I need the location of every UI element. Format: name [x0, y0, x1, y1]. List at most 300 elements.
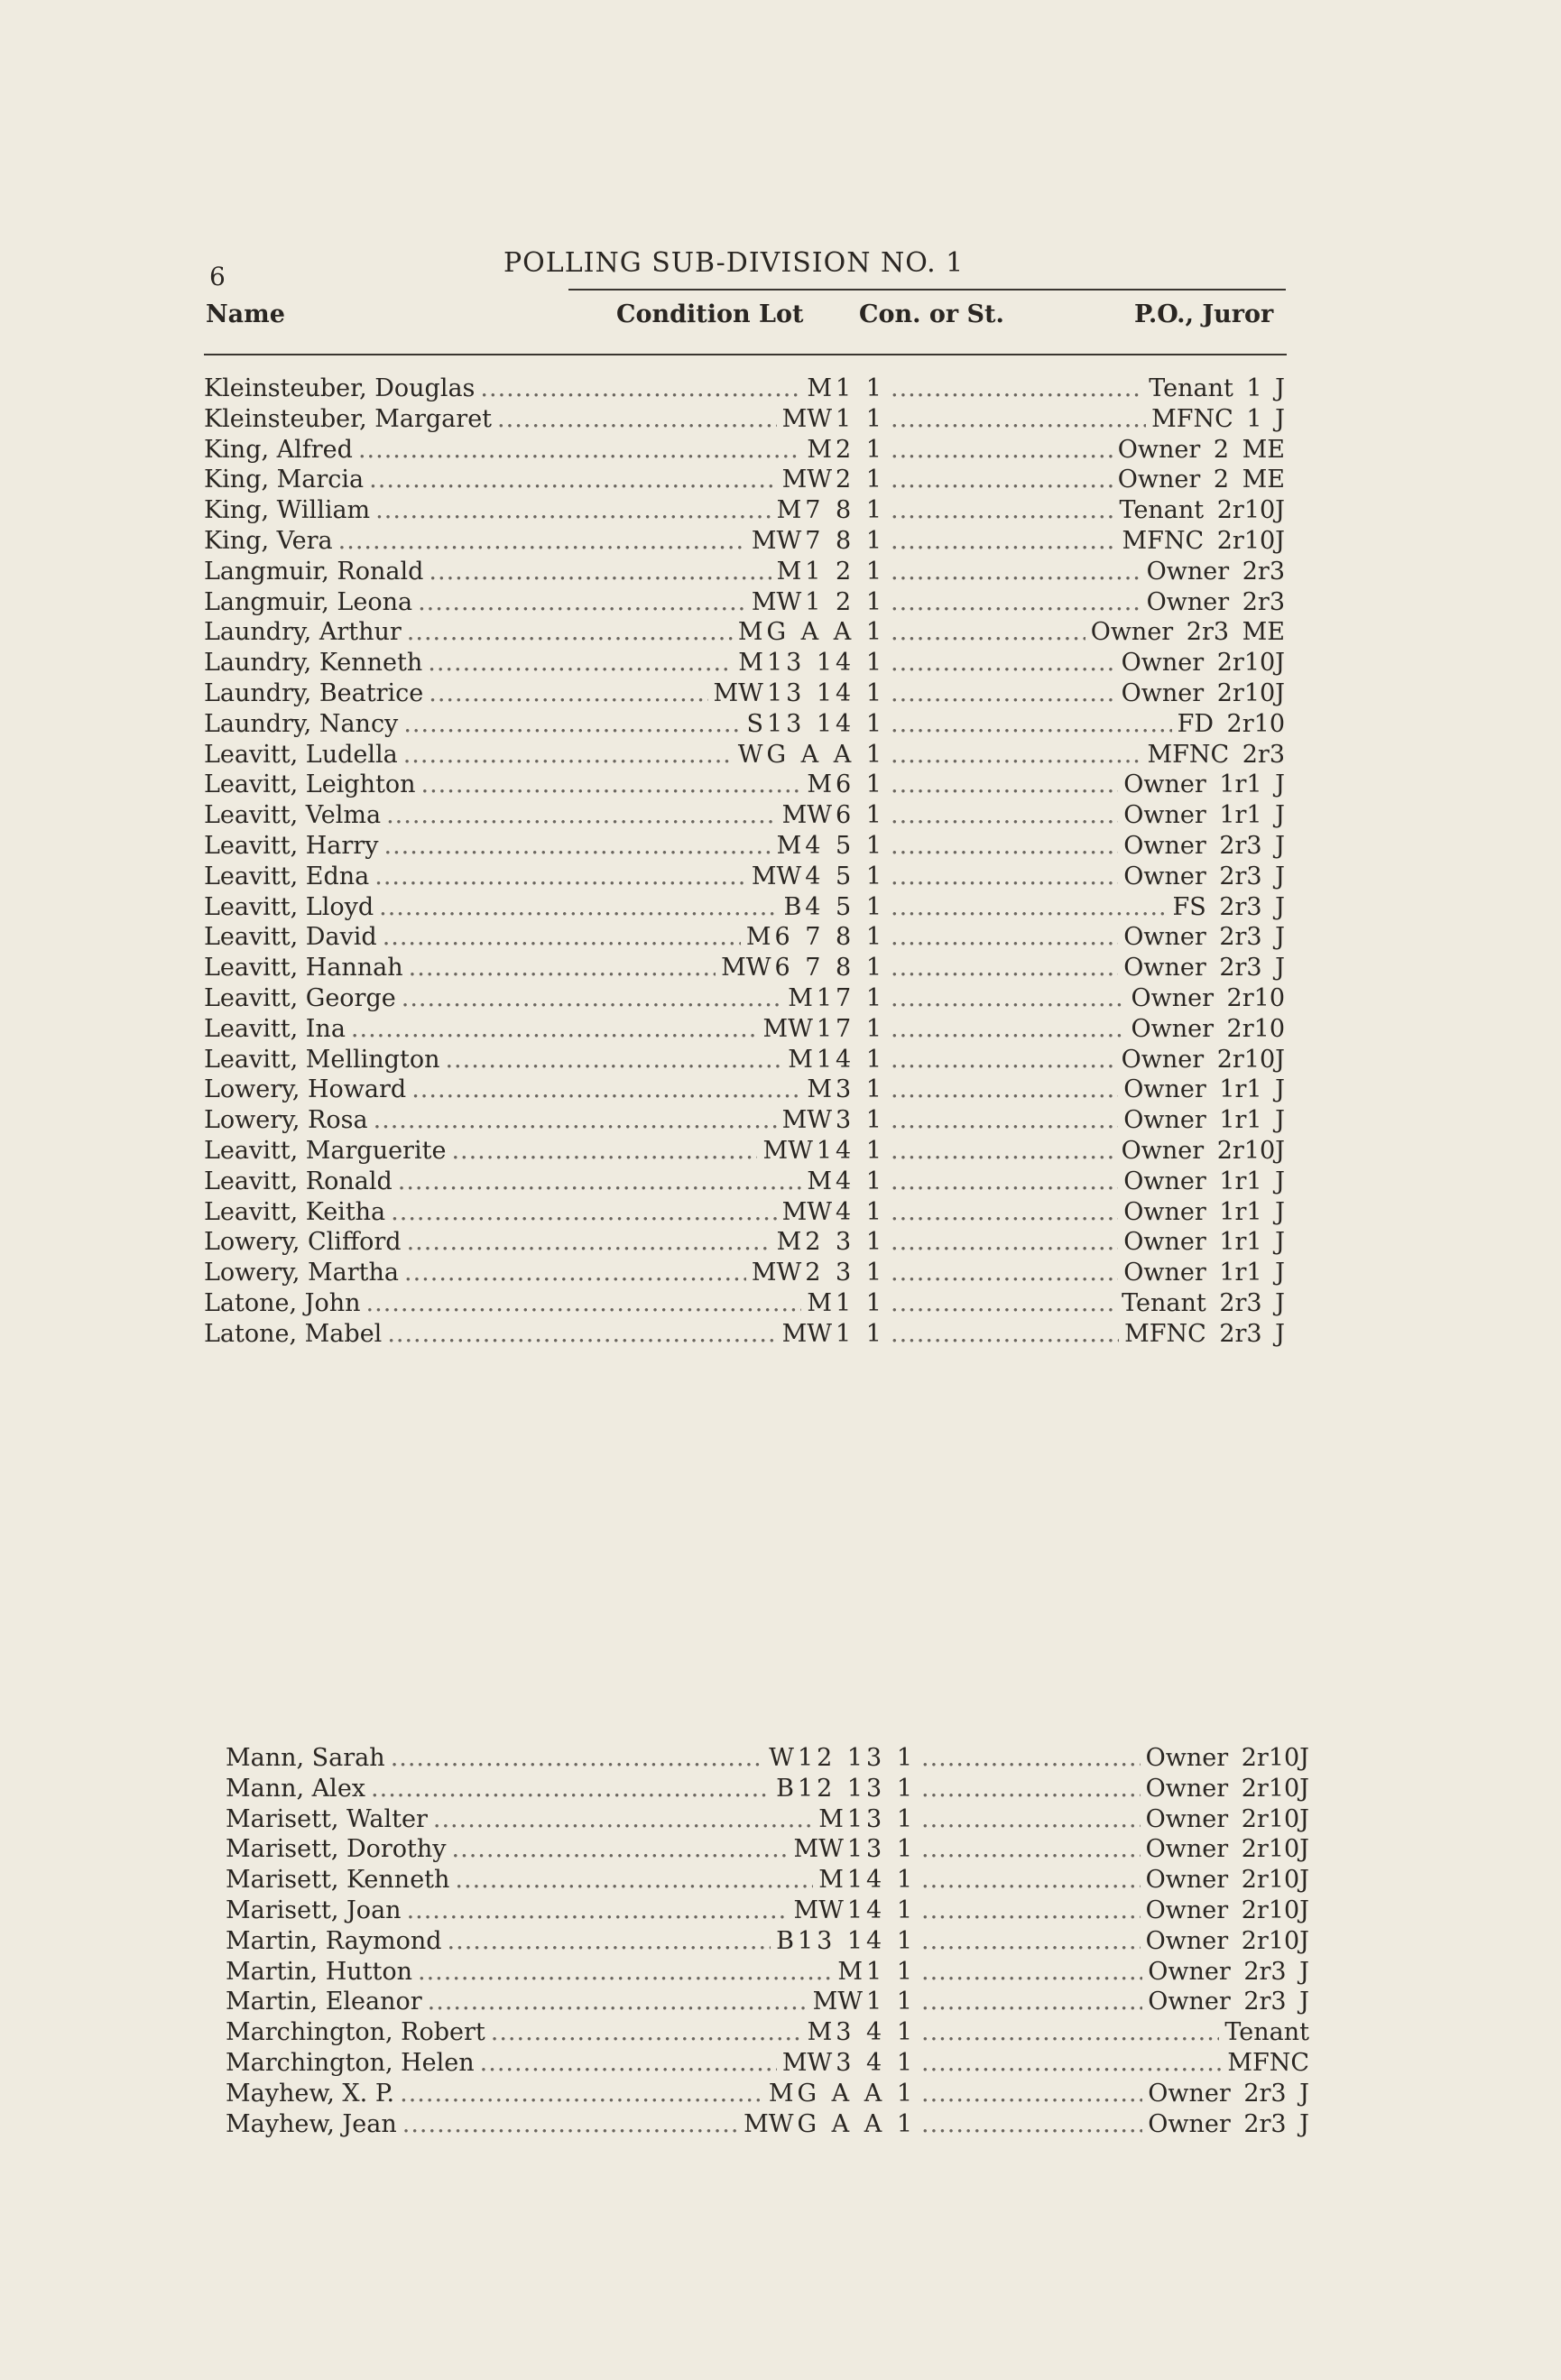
voter-po-juror: MFNC [1227, 2048, 1309, 2077]
voter-name: Langmuir, Leona [204, 587, 413, 616]
leader-dots [418, 587, 746, 618]
leader-dots [398, 1167, 802, 1197]
voter-condition: W [737, 740, 763, 769]
leader-dots [891, 953, 1118, 983]
leader-dots [921, 1987, 1142, 2017]
voter-lot: 14 1 [816, 1045, 885, 1074]
voter-juror-group [885, 648, 1289, 678]
voter-juror-group [885, 374, 1289, 404]
voter-row [204, 1167, 1289, 1197]
voter-condition: M [818, 1866, 844, 1895]
leader-dots [369, 465, 776, 495]
voter-condition: B [776, 1774, 794, 1803]
leader-dots [891, 374, 1143, 404]
leader-dots [891, 587, 1141, 618]
voter-row [204, 953, 1289, 983]
voter-po-juror: Owner 2r3 J [1148, 2079, 1309, 2108]
leader-dots [429, 678, 707, 709]
voter-lot: 3 1 [836, 1075, 885, 1104]
voter-condition: MW [781, 404, 833, 433]
voter-po-juror: Owner 2 ME [1117, 466, 1285, 494]
voter-row [226, 1896, 1313, 1926]
voter-juror-group [916, 1865, 1313, 1896]
leader-dots [428, 648, 733, 678]
header-rule-bottom [204, 354, 1287, 355]
voter-po-juror: Owner 2r10 [1131, 983, 1285, 1012]
voter-juror-group [916, 1774, 1313, 1804]
voter-po-juror: Owner 1r1 J [1123, 1228, 1285, 1257]
voter-name: Leavitt, Marguerite [204, 1136, 447, 1165]
voter-lot: 6 1 [836, 801, 885, 830]
leader-dots [374, 1105, 777, 1136]
voter-lot: 3 4 1 [836, 2018, 916, 2047]
voter-name-group [204, 831, 885, 862]
voter-condition: M [837, 1957, 864, 1986]
voter-juror-group [916, 1926, 1313, 1957]
voter-name-group [204, 709, 885, 740]
leader-dots [391, 1743, 763, 1774]
voter-po-juror: Owner 2r10J [1145, 1926, 1309, 1955]
running-head: POLLING SUB-DIVISION NO. 1 [503, 247, 965, 279]
voter-juror-group [885, 740, 1289, 770]
voter-condition: M [776, 1228, 802, 1257]
voter-name: Leavitt, George [204, 983, 396, 1012]
voter-name-group [226, 2079, 916, 2109]
voter-condition: S [746, 709, 763, 738]
leader-dots [366, 1288, 802, 1319]
column-header-con-or-st: Con. or St. [859, 300, 1004, 328]
voter-row [204, 770, 1289, 800]
voter-condition: M [807, 1288, 833, 1317]
voter-juror-group [885, 526, 1289, 557]
leader-dots [404, 1258, 746, 1288]
voter-condition: M [788, 983, 813, 1012]
voter-po-juror: Owner 2r10J [1121, 1136, 1285, 1165]
voter-condition: MW [721, 954, 771, 982]
voter-lot: G A A 1 [797, 2109, 916, 2138]
leader-dots [402, 2109, 738, 2140]
voter-lot: G A A 1 [766, 618, 885, 647]
voter-juror-group [916, 2017, 1313, 2048]
voter-lot: 1 1 [836, 1288, 885, 1317]
voter-name-group [204, 1105, 885, 1136]
voter-condition: MW [781, 466, 833, 494]
voter-juror-group [885, 1167, 1289, 1197]
voter-juror-group [885, 1319, 1289, 1350]
voter-lot: 2 1 [836, 466, 885, 494]
leader-dots [921, 2017, 1219, 2048]
voter-row [204, 557, 1289, 587]
voter-lot: G A A 1 [797, 2079, 916, 2108]
leader-dots [407, 1896, 789, 1926]
leader-dots [428, 1987, 808, 2017]
voter-row [204, 495, 1289, 526]
voter-name: Marisett, Walter [226, 1804, 428, 1833]
voter-row [204, 892, 1289, 923]
voter-po-juror: Owner 2r3 J [1148, 2109, 1309, 2138]
voter-name: Leavitt, Hannah [204, 954, 403, 982]
voter-juror-group [885, 709, 1289, 740]
leader-dots [451, 1136, 757, 1167]
voter-condition: MW [781, 1197, 833, 1226]
voter-name: Lowery, Martha [204, 1259, 399, 1287]
leader-dots [383, 922, 741, 953]
leader-dots [338, 526, 746, 557]
voter-po-juror: Owner 2r10J [1121, 649, 1285, 678]
leader-dots [409, 953, 716, 983]
voter-row [226, 2109, 1313, 2140]
voter-row [204, 1227, 1289, 1258]
voter-name: King, William [204, 496, 371, 525]
voter-condition: M [768, 2079, 794, 2108]
voter-lot: 17 1 [816, 1014, 885, 1043]
leader-dots [403, 709, 741, 740]
voter-name: Leavitt, Edna [204, 862, 370, 890]
voter-row [226, 1834, 1313, 1865]
voter-condition: M [776, 496, 802, 525]
voter-po-juror: Owner 1r1 J [1123, 1106, 1285, 1135]
leader-dots [891, 800, 1118, 831]
voter-name: Marchington, Helen [226, 2048, 475, 2077]
voter-juror-group [885, 1227, 1289, 1258]
leader-dots [891, 1167, 1118, 1197]
voter-name: Martin, Eleanor [226, 1988, 422, 2016]
voter-row [204, 678, 1289, 709]
voter-lot: 13 1 [846, 1804, 916, 1833]
voter-po-juror: FD 2r10 [1177, 709, 1285, 738]
voter-po-juror: Owner 2r3 [1146, 587, 1285, 616]
voter-juror-group [916, 2109, 1313, 2140]
voter-po-juror: Owner 2r3 J [1148, 1988, 1309, 2016]
voter-juror-group [885, 770, 1289, 800]
voter-lot: 2 1 [836, 435, 885, 464]
voter-row [204, 587, 1289, 618]
voter-po-juror: Owner 2r3 [1146, 557, 1285, 586]
leader-dots [429, 557, 771, 587]
leader-dots [407, 617, 733, 648]
column-header-condition-lot: Condition Lot [616, 300, 804, 328]
voter-lot: 13 14 1 [766, 649, 885, 678]
voter-list-section-1 [204, 374, 1289, 1350]
voter-name-group [204, 740, 885, 770]
voter-juror-group [885, 1136, 1289, 1167]
voter-condition: M [818, 1804, 844, 1833]
voter-row [204, 1075, 1289, 1105]
leader-dots [418, 1957, 832, 1988]
voter-row [204, 1136, 1289, 1167]
voter-name-group [204, 1136, 885, 1167]
voter-lot: 12 13 1 [797, 1744, 916, 1772]
voter-po-juror: Owner 2r10J [1145, 1866, 1309, 1895]
voter-row [204, 648, 1289, 678]
leader-dots [379, 892, 778, 923]
voter-juror-group [885, 1014, 1289, 1045]
voter-name: Leavitt, Ina [204, 1014, 346, 1043]
voter-name: Latone, Mabel [204, 1319, 383, 1348]
voter-row [226, 1774, 1313, 1804]
leader-dots [891, 1288, 1116, 1319]
voter-name: King, Vera [204, 526, 333, 555]
voter-juror-group [885, 1288, 1289, 1319]
voter-condition: B [776, 1926, 794, 1955]
voter-po-juror: Owner 2r10J [1145, 1835, 1309, 1864]
voter-row [204, 1258, 1289, 1288]
voter-juror-group [885, 678, 1289, 709]
leader-dots [891, 1014, 1125, 1045]
voter-name-group [204, 1197, 885, 1228]
voter-list-section-2 [226, 1743, 1313, 2139]
voter-juror-group [885, 892, 1289, 923]
voter-lot: 7 8 1 [805, 496, 885, 525]
leader-dots [891, 1197, 1118, 1228]
voter-po-juror: Owner 1r1 J [1123, 1259, 1285, 1287]
voter-name-group [204, 374, 885, 404]
voter-po-juror: Tenant 1 J [1149, 374, 1285, 402]
leader-dots [374, 862, 746, 892]
leader-dots [891, 557, 1141, 587]
voter-row [204, 831, 1289, 862]
leader-dots [407, 1227, 771, 1258]
voter-condition: M [737, 618, 763, 647]
leader-dots [391, 1197, 776, 1228]
voter-name-group [226, 2017, 916, 2048]
voter-lot: 1 1 [866, 1957, 916, 1986]
voter-name-group [204, 1258, 885, 1288]
voter-condition: MW [751, 587, 802, 616]
voter-name: Lowery, Rosa [204, 1106, 368, 1135]
voter-condition: M [807, 1167, 833, 1195]
voter-name: Mayhew, X. P. [226, 2079, 395, 2108]
leader-dots [891, 404, 1146, 435]
voter-name-group [226, 1957, 916, 1988]
voter-condition: MW [793, 1896, 844, 1924]
leader-dots [375, 495, 771, 526]
leader-dots [891, 465, 1113, 495]
leader-dots [891, 1319, 1119, 1350]
voter-condition: M [788, 1045, 813, 1074]
voter-name: Leavitt, Harry [204, 831, 379, 860]
voter-juror-group [885, 983, 1289, 1014]
voter-lot: 14 1 [846, 1896, 916, 1924]
voter-lot: 1 2 1 [805, 587, 885, 616]
voter-name-group [226, 1865, 916, 1896]
voter-row [226, 1743, 1313, 1774]
leader-dots [411, 1075, 801, 1105]
voter-juror-group [885, 922, 1289, 953]
voter-condition: MW [762, 1136, 813, 1165]
voter-condition: MW [751, 1259, 802, 1287]
leader-dots [921, 1926, 1141, 1957]
voter-name-group [226, 1896, 916, 1926]
leader-dots [497, 404, 777, 435]
voter-name: King, Alfred [204, 435, 353, 464]
leader-dots [383, 831, 771, 862]
voter-condition: MW [762, 1014, 813, 1043]
voter-name: Leavitt, Mellington [204, 1045, 440, 1074]
voter-po-juror: Owner 2r10J [1145, 1896, 1309, 1924]
voter-row [204, 435, 1289, 466]
voter-row [204, 709, 1289, 740]
voter-name: Kleinsteuber, Margaret [204, 404, 493, 433]
leader-dots [386, 800, 777, 831]
voter-condition: MW [751, 862, 802, 890]
voter-row [204, 1288, 1289, 1319]
voter-name: Leavitt, Ronald [204, 1167, 393, 1195]
leader-dots [387, 1319, 776, 1350]
voter-row [204, 800, 1289, 831]
voter-name: Lowery, Clifford [204, 1228, 402, 1257]
leader-dots [480, 2048, 777, 2079]
leader-dots [433, 1804, 813, 1835]
voter-row [204, 862, 1289, 892]
leader-dots [891, 1075, 1118, 1105]
leader-dots [891, 1136, 1116, 1167]
column-header-po-juror: P.O., Juror [1134, 300, 1274, 328]
voter-po-juror: Owner 2r3 J [1123, 923, 1285, 952]
voter-lot: 6 1 [836, 770, 885, 799]
voter-juror-group [885, 587, 1289, 618]
leader-dots [921, 1804, 1141, 1835]
voter-lot: 13 14 1 [766, 709, 885, 738]
voter-name-group [226, 1804, 916, 1835]
voter-name-group [226, 1743, 916, 1774]
voter-name: Leavitt, Velma [204, 801, 382, 830]
voter-name: Laundry, Arthur [204, 618, 402, 647]
voter-condition: MW [812, 1988, 864, 2016]
voter-condition: M [807, 374, 833, 402]
voter-name: Laundry, Nancy [204, 709, 399, 738]
voter-juror-group [885, 1258, 1289, 1288]
voter-name: Mann, Sarah [226, 1744, 385, 1772]
voter-juror-group [885, 404, 1289, 435]
voter-juror-group [885, 495, 1289, 526]
voter-name-group [204, 892, 885, 923]
voter-po-juror: Tenant 2r3 J [1122, 1288, 1285, 1317]
leader-dots [455, 1865, 813, 1896]
voter-juror-group [885, 435, 1289, 466]
voter-condition: MW [744, 2109, 794, 2138]
voter-condition: MW [781, 1106, 833, 1135]
voter-po-juror: Owner 1r1 J [1123, 1167, 1285, 1195]
voter-juror-group [916, 1987, 1313, 2017]
voter-name-group [204, 404, 885, 435]
voter-po-juror: FS 2r3 J [1172, 892, 1285, 921]
voter-condition: M [807, 770, 833, 799]
voter-name-group [204, 922, 885, 953]
voter-name-group [204, 587, 885, 618]
voter-juror-group [916, 1957, 1313, 1988]
voter-name-group [204, 983, 885, 1014]
voter-name: Marisett, Joan [226, 1896, 402, 1924]
voter-name-group [204, 862, 885, 892]
leader-dots [921, 2048, 1222, 2079]
voter-condition: M [807, 2018, 833, 2047]
voter-juror-group [916, 2048, 1313, 2079]
voter-po-juror: Owner 1r1 J [1123, 801, 1285, 830]
leader-dots [921, 2109, 1142, 2140]
voter-row [204, 740, 1289, 770]
voter-condition: MW [781, 1319, 833, 1348]
leader-dots [921, 1957, 1142, 1988]
leader-dots [891, 862, 1118, 892]
voter-po-juror: Owner 2r10 [1131, 1014, 1285, 1043]
voter-name-group [204, 1319, 885, 1350]
voter-po-juror: Owner 1r1 J [1123, 1197, 1285, 1226]
voter-row [226, 1926, 1313, 1957]
leader-dots [891, 435, 1113, 466]
voter-name-group [226, 1774, 916, 1804]
voter-name-group [204, 1045, 885, 1075]
voter-row [204, 1105, 1289, 1136]
voter-name-group [204, 495, 885, 526]
voter-lot: 2 3 1 [805, 1259, 885, 1287]
voter-juror-group [916, 1834, 1313, 1865]
leader-dots [921, 1865, 1141, 1896]
voter-row [204, 404, 1289, 435]
leader-dots [891, 526, 1116, 557]
leader-dots [400, 2079, 763, 2109]
voter-condition: MW [793, 1835, 844, 1864]
leader-dots [891, 770, 1118, 800]
page-number: 6 [209, 262, 226, 291]
voter-row [226, 1987, 1313, 2017]
voter-condition: M [738, 649, 763, 678]
voter-juror-group [885, 617, 1289, 648]
voter-lot: 4 5 1 [805, 831, 885, 860]
voter-name: Leavitt, Ludella [204, 740, 398, 769]
voter-po-juror: MFNC 2r10J [1122, 526, 1285, 555]
voter-po-juror: Owner 2r10J [1145, 1744, 1309, 1772]
voter-name: Langmuir, Ronald [204, 557, 424, 586]
voter-po-juror: Owner 2r10J [1145, 1804, 1309, 1833]
voter-name-group [204, 1288, 885, 1319]
voter-juror-group [885, 465, 1289, 495]
leader-dots [891, 892, 1168, 923]
voter-row [204, 1319, 1289, 1350]
voter-lot: 14 1 [846, 1866, 916, 1895]
leader-dots [891, 648, 1116, 678]
voter-row [226, 2017, 1313, 2048]
leader-dots [891, 831, 1118, 862]
voter-po-juror: Owner 2r3 J [1123, 831, 1285, 860]
voter-name-group [226, 2109, 916, 2140]
voter-po-juror: Tenant [1224, 2018, 1309, 2047]
leader-dots [445, 1045, 782, 1075]
leader-dots [891, 617, 1085, 648]
voter-name-group [204, 648, 885, 678]
voter-juror-group [885, 862, 1289, 892]
voter-name: Mann, Alex [226, 1774, 366, 1803]
voter-lot: 4 5 1 [805, 892, 885, 921]
voter-lot: 1 2 1 [805, 557, 885, 586]
voter-name-group [204, 465, 885, 495]
voter-name: Kleinsteuber, Douglas [204, 374, 476, 402]
voter-lot: 1 1 [836, 404, 885, 433]
voter-juror-group [916, 2079, 1313, 2109]
voter-name-group [226, 1834, 916, 1865]
leader-dots [891, 922, 1118, 953]
voter-lot: G A A 1 [766, 740, 885, 769]
voter-name-group [226, 2048, 916, 2079]
leader-dots [452, 1834, 789, 1865]
leader-dots [921, 1834, 1141, 1865]
leader-dots [921, 1774, 1141, 1804]
voter-name-group [226, 1987, 916, 2017]
voter-name-group [226, 1926, 916, 1957]
voter-po-juror: Owner 2r3 J [1123, 862, 1285, 890]
voter-juror-group [885, 953, 1289, 983]
voter-row [204, 617, 1289, 648]
